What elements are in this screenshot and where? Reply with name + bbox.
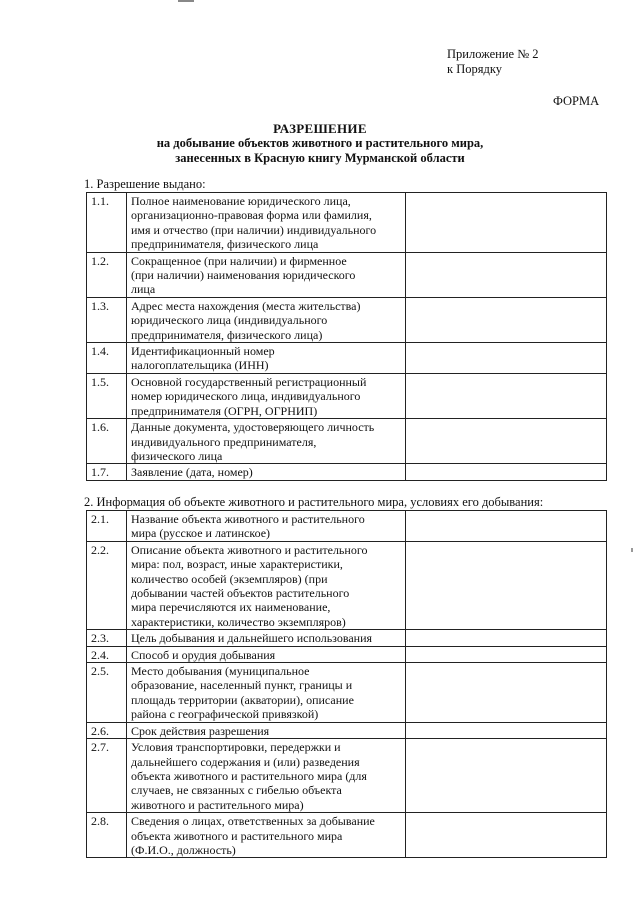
row-label-line: Сокращенное (при наличии) и фирменное: [131, 253, 347, 268]
row-label: [127, 813, 406, 858]
appendix-line-2: к Порядку: [447, 62, 502, 76]
row-label: [127, 297, 406, 342]
row-label-line: мира (русское и латинское): [131, 526, 271, 541]
row-label: [127, 464, 406, 480]
row-label-line: площадь территории (акватории), описание: [131, 692, 354, 707]
row-label: [127, 663, 406, 723]
row-number: 2.5.: [87, 663, 127, 723]
row-label-line: номер юридического лица, индивидуального: [131, 389, 361, 404]
row-label-line: Заявление (дата, номер): [131, 465, 253, 480]
row-value-field[interactable]: [406, 663, 607, 723]
section-1-table: [86, 192, 607, 481]
row-label-line: случаев, не связанных с гибелью объекта: [131, 783, 342, 798]
row-label-line: объекта животного и растительного мира: [131, 828, 343, 843]
row-label-line: предпринимателя (ОГРН, ОГРНИП): [131, 403, 318, 418]
form-row: [87, 813, 607, 858]
row-value-field[interactable]: [406, 511, 607, 542]
row-number: 2.8.: [87, 813, 127, 858]
form-row: [87, 193, 607, 253]
row-label: [127, 541, 406, 629]
row-label-line: Сведения о лицах, ответственных за добывание: [131, 814, 375, 829]
row-value-field[interactable]: [406, 297, 607, 342]
row-value-field[interactable]: [406, 464, 607, 480]
section-1-title: 1. Разрешение выдано:: [84, 177, 206, 191]
row-label-line: характеристики, количество экземпляров): [131, 614, 346, 629]
row-label-line: организационно-правовая форма или фамилия,: [131, 208, 372, 223]
row-label: [127, 511, 406, 542]
form-row: [87, 464, 607, 480]
row-label-line: объекта животного и растительного мира (для: [131, 768, 367, 783]
row-label-line: дальнейшего содержания и (или) разведения: [131, 754, 360, 769]
row-value-field[interactable]: [406, 252, 607, 297]
row-number: 2.4.: [87, 646, 127, 662]
row-number: 1.1.: [87, 193, 127, 253]
row-label-line: (при наличии) наименования юридического: [131, 268, 356, 283]
row-label: [127, 343, 406, 374]
row-value-field[interactable]: [406, 343, 607, 374]
row-label-line: индивидуального предпринимателя,: [131, 434, 317, 449]
form-label: ФОРМА: [553, 94, 600, 108]
title-line-1: РАЗРЕШЕНИЕ: [273, 121, 367, 136]
row-label-line: предпринимателя, физического лица): [131, 327, 323, 342]
row-label-line: количество особей (экземпляров) (при: [131, 571, 328, 586]
row-label-line: Место добывания (муниципальное: [131, 664, 310, 679]
row-label-line: налогоплательщика (ИНН): [131, 358, 269, 373]
row-label-line: добывании частей объектов растительного: [131, 586, 350, 601]
row-value-field[interactable]: [406, 373, 607, 418]
form-row: [87, 722, 607, 738]
row-value-field[interactable]: [406, 541, 607, 629]
section-2-table: [86, 510, 607, 858]
row-label-line: Цель добывания и дальнейшего использования: [131, 631, 373, 646]
row-label-line: Описание объекта животного и растительного: [131, 542, 368, 557]
row-label: [127, 722, 406, 738]
row-label: [127, 739, 406, 813]
title-line-2: на добывание объектов животного и растительного мира,: [156, 136, 484, 150]
row-number: 2.1.: [87, 511, 127, 542]
scan-mark: [178, 0, 194, 2]
row-label-line: юридического лица (индивидуального: [131, 313, 328, 328]
document-title: [0, 121, 640, 166]
row-label-line: Данные документа, удостоверяющего личность: [131, 420, 375, 435]
row-value-field[interactable]: [406, 722, 607, 738]
row-number: 2.3.: [87, 630, 127, 646]
row-label-line: (Ф.И.О., должность): [131, 842, 236, 857]
row-number: 1.7.: [87, 464, 127, 480]
row-label-line: района с географической привязкой): [131, 707, 319, 722]
appendix-note: [447, 47, 539, 77]
row-value-field[interactable]: [406, 193, 607, 253]
row-number: 1.4.: [87, 343, 127, 374]
row-label-line: образование, населенный пункт, границы и: [131, 678, 353, 693]
form-row: [87, 630, 607, 646]
row-label-line: предпринимателя, физического лица: [131, 237, 319, 252]
row-number: 1.6.: [87, 419, 127, 464]
form-row: [87, 297, 607, 342]
form-row: [87, 343, 607, 374]
row-label-line: физического лица: [131, 448, 223, 463]
row-number: 2.2.: [87, 541, 127, 629]
row-label-line: Адрес места нахождения (места жительства): [131, 298, 361, 313]
row-number: 2.7.: [87, 739, 127, 813]
row-label-line: Основной государственный регистрационный: [131, 374, 367, 389]
row-label-line: Идентификационный номер: [131, 344, 275, 359]
row-label-line: Способ и орудия добывания: [131, 647, 276, 662]
row-label: [127, 193, 406, 253]
row-label: [127, 419, 406, 464]
row-label: [127, 373, 406, 418]
row-label-line: Полное наименование юридического лица,: [131, 194, 351, 208]
row-label-line: Условия транспортировки, передержки и: [131, 740, 341, 755]
row-label-line: Срок действия разрешения: [131, 723, 270, 738]
row-label: [127, 630, 406, 646]
row-label-line: мира перечисляются их наименование,: [131, 600, 331, 615]
form-row: [87, 419, 607, 464]
row-value-field[interactable]: [406, 630, 607, 646]
row-value-field[interactable]: [406, 739, 607, 813]
appendix-line-1: Приложение № 2: [447, 47, 539, 61]
form-row: [87, 252, 607, 297]
row-label-line: имя и отчество (при наличии) индивидуального: [131, 222, 377, 237]
form-row: [87, 511, 607, 542]
form-row: [87, 541, 607, 629]
row-value-field[interactable]: [406, 646, 607, 662]
form-row: [87, 373, 607, 418]
row-label-line: животного и растительного мира): [131, 797, 304, 812]
row-label-line: мира: пол, возраст, иные характеристики,: [131, 557, 343, 572]
scan-dot: [631, 548, 633, 552]
row-value-field[interactable]: [406, 813, 607, 858]
row-label: [127, 252, 406, 297]
section-2-title: 2. Информация об объекте животного и растительного мира, условиях его добывания:: [84, 495, 544, 509]
row-number: 1.5.: [87, 373, 127, 418]
row-number: 1.2.: [87, 252, 127, 297]
row-value-field[interactable]: [406, 419, 607, 464]
row-label-line: Название объекта животного и растительного: [131, 512, 365, 526]
row-label-line: лица: [131, 282, 156, 297]
form-row: [87, 646, 607, 662]
form-row: [87, 663, 607, 723]
row-number: 2.6.: [87, 722, 127, 738]
title-line-3: занесенных в Красную книгу Мурманской области: [175, 151, 465, 165]
form-row: [87, 739, 607, 813]
row-number: 1.3.: [87, 297, 127, 342]
row-label: [127, 646, 406, 662]
